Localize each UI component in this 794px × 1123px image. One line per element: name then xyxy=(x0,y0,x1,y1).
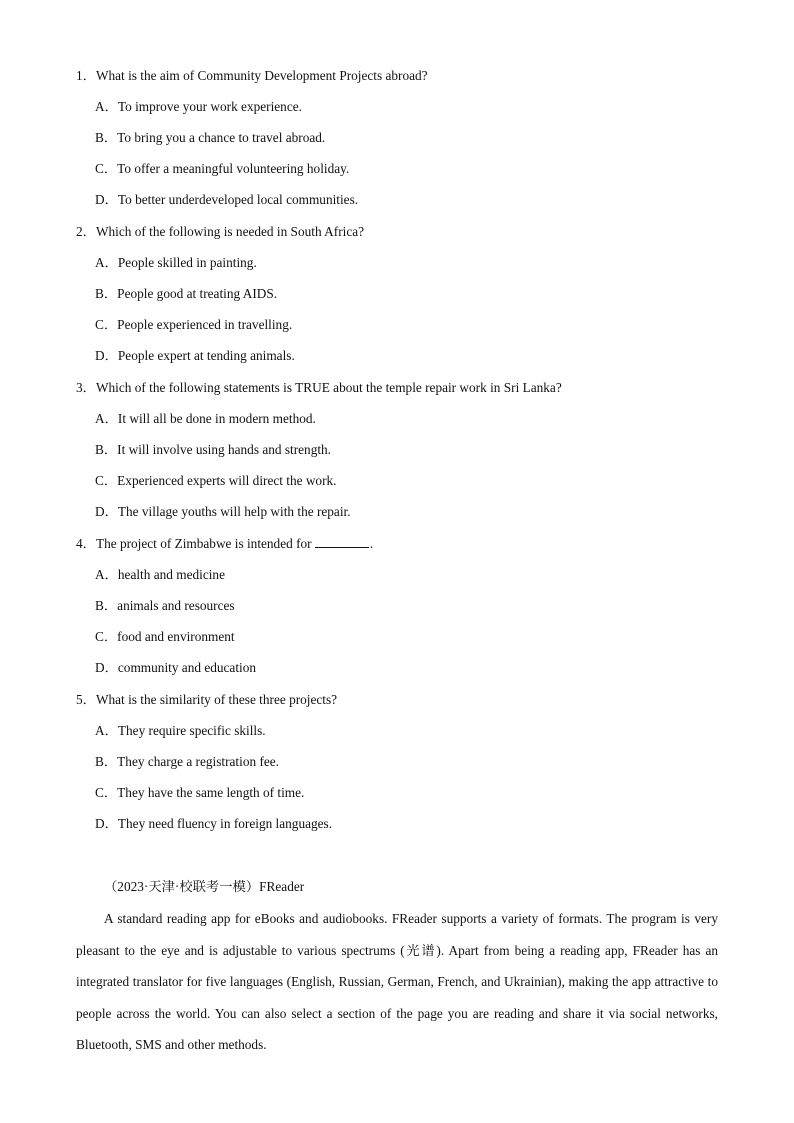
passage-source: （2023·天津·校联考一模） xyxy=(104,879,260,894)
passage-header xyxy=(104,871,304,902)
option-d xyxy=(76,184,736,215)
question-number: 5． xyxy=(76,692,96,707)
option-text: They have the same length of time. xyxy=(117,785,305,800)
option-text: To bring you a chance to travel abroad. xyxy=(117,130,326,145)
option-text: People experienced in travelling. xyxy=(117,317,293,332)
option-c xyxy=(76,777,736,808)
option-d xyxy=(76,340,736,371)
question-stem xyxy=(76,372,736,403)
option-c xyxy=(76,309,736,340)
option-text: animals and resources xyxy=(117,598,235,613)
option-letter: C． xyxy=(95,161,118,176)
option-letter: D． xyxy=(95,192,118,207)
option-text: health and medicine xyxy=(117,567,225,582)
option-letter: A． xyxy=(95,99,118,114)
option-text: The village youths will help with the repair. xyxy=(117,504,351,519)
option-text: It will all be done in modern method. xyxy=(117,411,316,426)
option-c xyxy=(76,465,736,496)
question-stem xyxy=(76,528,736,559)
option-a xyxy=(76,91,736,122)
option-text: They require specific skills. xyxy=(117,723,266,738)
option-letter: A． xyxy=(95,567,118,582)
option-text: To improve your work experience. xyxy=(117,99,302,114)
option-letter: D． xyxy=(95,504,118,519)
question-text: What is the similarity of these three projects? xyxy=(95,692,338,707)
option-a xyxy=(76,247,736,278)
option-letter: B． xyxy=(95,286,118,301)
option-text: People skilled in painting. xyxy=(117,255,257,270)
option-text: Experienced experts will direct the work. xyxy=(117,473,337,488)
passage-body: A standard reading app for eBooks and audiobooks. FReader supports a variety of formats. The program is very pleasant to the eye and is adjustable to various spectrums (光谱). Apart from being a reading app, FReader has an integrated translator for five languages (English, Russian, German, French, and Ukrainian), making the app attractive to people across the world. You can also select a section of the page you are reading and share it via social networks, Bluetooth, SMS and other methods. xyxy=(76,911,718,1052)
option-a xyxy=(76,559,736,590)
question-text: Which of the following is needed in South Africa? xyxy=(95,224,365,239)
option-b xyxy=(76,746,736,777)
option-a xyxy=(76,403,736,434)
question-text: What is the aim of Community Development Projects abroad? xyxy=(95,68,428,83)
option-text: People expert at tending animals. xyxy=(117,348,295,363)
passage-title: FReader xyxy=(259,879,305,894)
option-letter: A． xyxy=(95,723,118,738)
question-text: Which of the following statements is TRUE about the temple repair work in Sri Lanka? xyxy=(95,380,562,395)
option-letter: B． xyxy=(95,598,118,613)
question-number: 4． xyxy=(76,536,96,551)
option-d xyxy=(76,652,736,683)
option-c xyxy=(76,153,736,184)
answer-blank xyxy=(315,535,369,548)
option-text: They need fluency in foreign languages. xyxy=(117,816,333,831)
option-text: People good at treating AIDS. xyxy=(117,286,278,301)
question-number: 3． xyxy=(76,380,96,395)
question-stem xyxy=(76,216,736,247)
option-d xyxy=(76,496,736,527)
question-3 xyxy=(76,372,736,527)
option-letter: C． xyxy=(95,629,118,644)
option-b xyxy=(76,122,736,153)
option-letter: A． xyxy=(95,255,118,270)
option-letter: C． xyxy=(95,473,118,488)
question-1 xyxy=(76,60,736,215)
option-d xyxy=(76,808,736,839)
option-letter: C． xyxy=(95,317,118,332)
option-letter: D． xyxy=(95,660,118,675)
question-4 xyxy=(76,528,736,683)
option-b xyxy=(76,278,736,309)
option-letter: D． xyxy=(95,816,118,831)
option-text: To better underdeveloped local communities. xyxy=(117,192,359,207)
option-letter: D． xyxy=(95,348,118,363)
option-text: food and environment xyxy=(117,629,235,644)
option-b xyxy=(76,590,736,621)
option-a xyxy=(76,715,736,746)
question-stem xyxy=(76,684,736,715)
option-c xyxy=(76,621,736,652)
option-text: They charge a registration fee. xyxy=(117,754,279,769)
option-letter: B． xyxy=(95,754,118,769)
option-letter: A． xyxy=(95,411,118,426)
option-b xyxy=(76,434,736,465)
option-letter: C． xyxy=(95,785,118,800)
question-number: 2． xyxy=(76,224,96,239)
option-letter: B． xyxy=(95,130,118,145)
option-letter: B． xyxy=(95,442,118,457)
question-2 xyxy=(76,216,736,371)
question-number: 1． xyxy=(76,68,96,83)
question-5 xyxy=(76,684,736,839)
question-text: The project of Zimbabwe is intended for xyxy=(95,536,312,551)
question-end-punctuation: . xyxy=(369,536,374,551)
option-text: To offer a meaningful volunteering holiday. xyxy=(117,161,350,176)
option-text: It will involve using hands and strength. xyxy=(117,442,332,457)
question-stem xyxy=(76,60,736,91)
option-text: community and education xyxy=(117,660,257,675)
